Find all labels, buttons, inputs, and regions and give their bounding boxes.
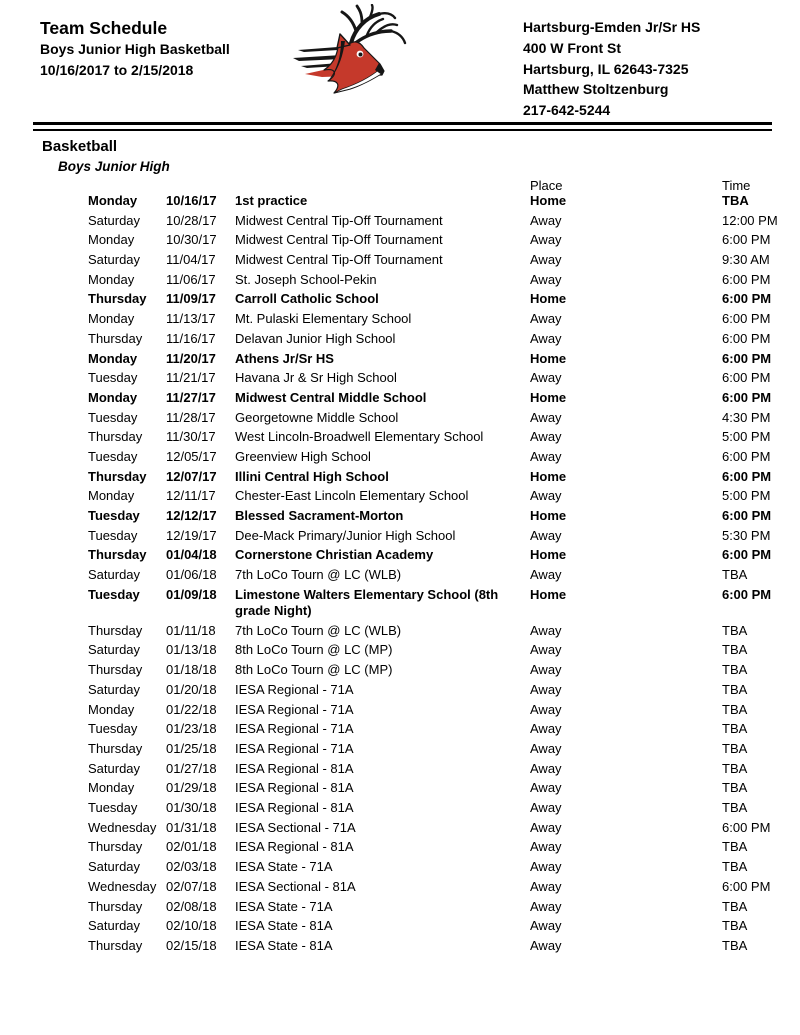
day-cell: Thursday	[88, 898, 143, 914]
place-cell: Away	[530, 938, 562, 954]
day-cell: Thursday	[88, 291, 147, 307]
time-cell: 12:00 PM	[722, 212, 778, 228]
place-cell: Home	[530, 193, 567, 208]
event-cell: IESA Regional - 71A	[235, 740, 354, 756]
place-cell: Home	[530, 468, 567, 484]
day-cell: Thursday	[88, 938, 143, 954]
date-cell: 02/03/18	[166, 859, 217, 874]
event-cell: IESA Regional - 81A	[235, 760, 354, 776]
event-cell: 7th LoCo Tourn @ LC (WLB)	[235, 567, 402, 583]
event-cell: Havana Jr & Sr High School	[235, 370, 397, 386]
date-cell: 01/13/18	[166, 642, 217, 658]
time-cell: TBA	[722, 662, 748, 678]
time-cell: 6:00 PM	[722, 330, 771, 346]
time-column-header: Time	[722, 178, 751, 193]
time-cell: TBA	[722, 839, 748, 855]
date-cell: 02/07/18	[166, 879, 217, 894]
stag-mascot-logo	[292, 4, 414, 102]
place-cell: Home	[530, 508, 567, 523]
table-row	[0, 272, 800, 288]
day-cell: Tuesday	[88, 586, 140, 602]
stag-logo-svg	[292, 4, 414, 102]
table-row	[0, 859, 800, 875]
day-cell: Thursday	[88, 622, 143, 638]
day-cell: Wednesday	[88, 819, 157, 835]
event-cell: Mt. Pulaski Elementary School	[235, 311, 412, 327]
time-cell: 6:00 PM	[722, 389, 772, 405]
day-cell: Saturday	[88, 760, 141, 776]
day-cell: Tuesday	[88, 508, 140, 523]
table-row	[0, 721, 800, 737]
event-cell: Illini Central High School	[235, 468, 389, 484]
day-cell: Tuesday	[88, 527, 138, 543]
time-cell: TBA	[722, 859, 748, 874]
date-cell: 02/08/18	[166, 898, 217, 914]
event-cell: Chester-East Lincoln Elementary School	[235, 488, 469, 504]
day-cell: Thursday	[88, 429, 143, 445]
day-cell: Thursday	[88, 330, 143, 346]
place-cell: Away	[530, 642, 562, 658]
table-row	[0, 528, 800, 544]
place-cell: Away	[530, 252, 562, 268]
date-cell: 01/22/18	[166, 701, 217, 717]
place-cell: Home	[530, 291, 567, 307]
day-cell: Monday	[88, 193, 138, 208]
place-cell: Away	[530, 879, 562, 894]
table-row	[0, 682, 800, 698]
event-cell: IESA Sectional - 71A	[235, 819, 356, 835]
time-cell: 6:00 PM	[722, 232, 771, 248]
table-row	[0, 938, 800, 954]
place-cell: Home	[530, 547, 567, 563]
table-row	[0, 469, 800, 485]
day-cell: Saturday	[88, 918, 141, 934]
date-cell: 01/30/18	[166, 799, 217, 815]
day-cell: Thursday	[88, 547, 147, 563]
table-row	[0, 839, 800, 855]
date-cell: 11/28/17	[166, 409, 216, 425]
page-title: Team Schedule	[40, 18, 168, 38]
day-cell: Monday	[88, 350, 138, 366]
time-cell: 6:00 PM	[722, 291, 772, 307]
schedule-table	[0, 179, 800, 958]
day-cell: Tuesday	[88, 721, 138, 737]
place-cell: Away	[530, 662, 562, 678]
place-cell: Away	[530, 311, 562, 327]
event-cell: Delavan Junior High School	[235, 330, 396, 346]
time-cell: 5:00 PM	[722, 429, 771, 445]
time-cell: TBA	[722, 642, 748, 658]
event-cell: 7th LoCo Tourn @ LC (WLB)	[235, 622, 402, 638]
schedule-rows	[0, 193, 800, 954]
event-cell: Midwest Central Tip-Off Tournament	[235, 252, 443, 268]
time-cell: 6:00 PM	[722, 468, 772, 484]
time-cell: TBA	[722, 701, 748, 717]
time-cell: TBA	[722, 780, 748, 796]
date-cell: 01/06/18	[166, 567, 217, 583]
time-cell: TBA	[722, 938, 748, 954]
place-cell: Home	[530, 350, 567, 366]
day-cell: Monday	[88, 389, 138, 405]
event-cell: 1st practice	[235, 193, 308, 208]
place-cell: Away	[530, 271, 562, 287]
table-row	[0, 370, 800, 386]
date-cell: 11/09/17	[166, 291, 216, 307]
place-cell: Away	[530, 567, 562, 583]
date-cell: 01/18/18	[166, 662, 217, 678]
time-cell: 6:00 PM	[722, 508, 772, 523]
place-cell: Away	[530, 232, 562, 248]
place-cell: Away	[530, 799, 562, 815]
event-cell: IESA State - 71A	[235, 859, 333, 874]
date-cell: 11/16/17	[166, 330, 216, 346]
date-cell: 01/31/18	[166, 819, 217, 835]
event-cell: IESA State - 81A	[235, 938, 333, 954]
place-cell: Away	[530, 701, 562, 717]
place-cell: Away	[530, 488, 562, 504]
table-row	[0, 252, 800, 268]
header-rule-thick	[33, 122, 772, 125]
day-cell: Thursday	[88, 662, 143, 678]
day-cell: Tuesday	[88, 448, 138, 464]
table-row	[0, 390, 800, 406]
day-cell: Wednesday	[88, 879, 157, 894]
table-row	[0, 820, 800, 836]
schedule-date-range: 10/16/2017 to 2/15/2018	[40, 62, 194, 78]
date-cell: 11/21/17	[166, 370, 216, 386]
day-cell: Thursday	[88, 740, 143, 756]
table-row	[0, 741, 800, 757]
date-cell: 11/20/17	[166, 350, 216, 366]
table-row	[0, 702, 800, 718]
time-cell: TBA	[722, 567, 748, 583]
date-cell: 10/30/17	[166, 232, 217, 248]
table-row	[0, 918, 800, 934]
date-cell: 12/19/17	[166, 527, 217, 543]
day-cell: Tuesday	[88, 370, 138, 386]
place-cell: Away	[530, 429, 562, 445]
event-cell: Midwest Central Middle School	[235, 389, 427, 405]
place-column-header: Place	[530, 178, 563, 193]
sport-title: Basketball	[42, 138, 118, 155]
date-cell: 12/12/17	[166, 508, 217, 523]
date-cell: 01/20/18	[166, 681, 217, 697]
place-cell: Away	[530, 330, 562, 346]
table-row	[0, 193, 800, 209]
time-cell: 6:00 PM	[722, 547, 772, 563]
table-row	[0, 587, 800, 619]
event-cell: Blessed Sacrament-Morton	[235, 508, 404, 523]
table-row	[0, 623, 800, 639]
event-cell: 8th LoCo Tourn @ LC (MP)	[235, 642, 393, 658]
event-cell: West Lincoln-Broadwell Elementary School	[235, 429, 484, 445]
date-cell: 11/27/17	[166, 389, 216, 405]
date-cell: 11/06/17	[166, 271, 216, 287]
date-cell: 12/05/17	[166, 448, 217, 464]
time-cell: TBA	[722, 622, 748, 638]
time-cell: TBA	[722, 760, 748, 776]
day-cell: Monday	[88, 271, 135, 287]
table-row	[0, 662, 800, 678]
place-cell: Away	[530, 527, 562, 543]
day-cell: Monday	[88, 232, 135, 248]
event-cell: IESA State - 71A	[235, 898, 333, 914]
place-cell: Away	[530, 622, 562, 638]
date-cell: 02/01/18	[166, 839, 217, 855]
place-cell: Home	[530, 389, 567, 405]
day-cell: Monday	[88, 311, 135, 327]
event-cell: Dee-Mack Primary/Junior High School	[235, 527, 456, 543]
time-cell: TBA	[722, 681, 748, 697]
place-cell: Away	[530, 448, 562, 464]
date-cell: 12/11/17	[166, 488, 216, 504]
time-cell: 9:30 AM	[722, 252, 770, 268]
date-cell: 01/11/18	[166, 622, 216, 638]
date-cell: 10/28/17	[166, 212, 217, 228]
table-row	[0, 879, 800, 895]
table-row	[0, 351, 800, 367]
day-cell: Saturday	[88, 859, 141, 874]
day-cell: Thursday	[88, 468, 147, 484]
event-cell: IESA Regional - 81A	[235, 780, 354, 796]
time-cell: 5:00 PM	[722, 488, 771, 504]
event-cell: IESA Regional - 81A	[235, 839, 354, 855]
time-cell: TBA	[722, 740, 748, 756]
place-cell: Away	[530, 918, 562, 934]
time-cell: 6:00 PM	[722, 879, 771, 894]
date-cell: 01/27/18	[166, 760, 217, 776]
place-cell: Away	[530, 839, 562, 855]
event-cell: Midwest Central Tip-Off Tournament	[235, 212, 443, 228]
contact-phone: 217-642-5244	[523, 102, 611, 119]
day-column-header	[88, 179, 166, 193]
place-cell: Away	[530, 760, 562, 776]
table-row	[0, 800, 800, 816]
event-cell: Cornerstone Christian Academy	[235, 547, 434, 563]
day-cell: Saturday	[88, 642, 141, 658]
table-row	[0, 547, 800, 563]
date-cell: 01/04/18	[166, 547, 217, 563]
time-cell: 6:00 PM	[722, 311, 771, 327]
event-cell: Athens Jr/Sr HS	[235, 350, 334, 366]
table-row	[0, 488, 800, 504]
date-cell: 01/09/18	[166, 586, 217, 602]
table-row	[0, 642, 800, 658]
time-cell: TBA	[722, 918, 748, 934]
date-cell: 02/10/18	[166, 918, 217, 934]
time-cell: TBA	[722, 721, 748, 737]
place-cell: Away	[530, 212, 562, 228]
header-left-block	[40, 17, 230, 80]
time-cell: 6:00 PM	[722, 370, 771, 386]
event-cell: Greenview High School	[235, 448, 371, 464]
day-cell: Monday	[88, 488, 135, 504]
time-cell: 4:30 PM	[722, 409, 771, 425]
day-cell: Saturday	[88, 252, 141, 268]
date-cell: 11/13/17	[166, 311, 216, 327]
place-cell: Away	[530, 721, 562, 737]
date-cell: 01/29/18	[166, 780, 217, 796]
event-cell: IESA Regional - 81A	[235, 799, 354, 815]
contact-name: Matthew Stoltzenburg	[523, 81, 669, 98]
table-header-row	[0, 179, 800, 193]
contact-school: Hartsburg-Emden Jr/Sr HS	[523, 19, 701, 35]
date-cell: 11/30/17	[166, 429, 216, 445]
event-cell: Georgetowne Middle School	[235, 409, 399, 425]
date-cell: 10/16/17	[166, 193, 217, 208]
table-row	[0, 429, 800, 445]
time-cell: 6:00 PM	[722, 271, 771, 287]
place-cell: Away	[530, 780, 562, 796]
place-cell: Away	[530, 859, 562, 874]
event-cell: Midwest Central Tip-Off Tournament	[235, 232, 443, 248]
table-row	[0, 232, 800, 248]
table-row	[0, 899, 800, 915]
table-row	[0, 213, 800, 229]
date-cell: 12/07/17	[166, 468, 217, 484]
event-cell: 8th LoCo Tourn @ LC (MP)	[235, 662, 393, 678]
day-cell: Monday	[88, 701, 135, 717]
table-row	[0, 761, 800, 777]
contact-block	[523, 17, 700, 121]
event-cell: IESA Regional - 71A	[235, 701, 354, 717]
table-row	[0, 780, 800, 796]
table-row	[0, 508, 800, 524]
event-cell: Carroll Catholic School	[235, 291, 379, 307]
date-cell: 01/23/18	[166, 721, 217, 737]
day-cell: Saturday	[88, 681, 141, 697]
day-cell: Tuesday	[88, 799, 138, 815]
event-cell: St. Joseph School-Pekin	[235, 271, 377, 287]
time-cell: 6:00 PM	[722, 586, 772, 602]
event-cell: IESA Sectional - 81A	[235, 879, 356, 894]
day-cell: Monday	[88, 780, 135, 796]
table-row	[0, 311, 800, 327]
day-cell: Saturday	[88, 212, 141, 228]
place-cell: Away	[530, 409, 562, 425]
header-rule-thin	[33, 129, 772, 131]
event-cell: IESA State - 81A	[235, 918, 333, 934]
date-cell: 11/04/17	[166, 252, 216, 268]
place-cell: Away	[530, 819, 562, 835]
place-cell: Away	[530, 681, 562, 697]
event-cell: Limestone Walters Elementary School (8th grade Night)	[235, 586, 499, 618]
place-cell: Away	[530, 898, 562, 914]
team-title: Boys Junior High	[58, 159, 170, 174]
time-cell: 5:30 PM	[722, 527, 771, 543]
table-row	[0, 291, 800, 307]
time-cell: TBA	[722, 898, 748, 914]
time-cell: 6:00 PM	[722, 350, 772, 366]
place-cell: Home	[530, 586, 567, 602]
table-row	[0, 331, 800, 347]
time-cell: 6:00 PM	[722, 819, 771, 835]
date-cell: 01/25/18	[166, 740, 217, 756]
day-cell: Tuesday	[88, 409, 138, 425]
day-cell: Thursday	[88, 839, 143, 855]
place-cell: Away	[530, 740, 562, 756]
time-cell: 6:00 PM	[722, 448, 771, 464]
event-cell: IESA Regional - 71A	[235, 721, 354, 737]
event-column-header	[235, 179, 530, 193]
event-cell: IESA Regional - 71A	[235, 681, 354, 697]
contact-street: 400 W Front St	[523, 39, 622, 56]
time-cell: TBA	[722, 193, 749, 208]
table-row	[0, 410, 800, 426]
page-subtitle: Boys Junior High Basketball	[40, 41, 230, 57]
place-cell: Away	[530, 370, 562, 386]
date-column-header	[166, 179, 235, 193]
day-cell: Saturday	[88, 567, 141, 583]
table-row	[0, 449, 800, 465]
date-cell: 02/15/18	[166, 938, 217, 954]
time-cell: TBA	[722, 799, 748, 815]
table-row	[0, 567, 800, 583]
contact-city: Hartsburg, IL 62643-7325	[523, 60, 689, 77]
